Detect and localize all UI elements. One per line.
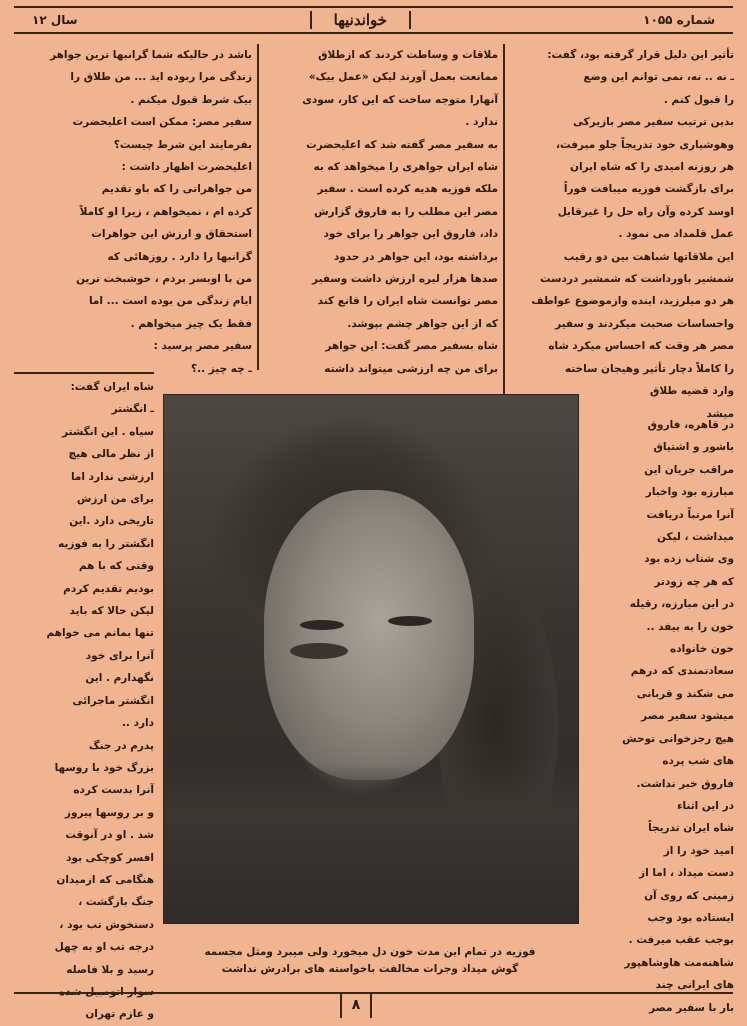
text-line: آنرا بدست کرده bbox=[73, 784, 154, 797]
text-line: سوار اتومبیل شده bbox=[58, 985, 154, 998]
text-line: به سفیر مصر گفته شد که اعلیحضرت bbox=[306, 138, 498, 151]
text-line: آنرا برای خود bbox=[85, 649, 154, 662]
text-line: مراقب جریان این bbox=[644, 463, 734, 476]
page-number: ۸ bbox=[340, 994, 372, 1018]
text-line: اعلیحضرت اظهار داشت : bbox=[121, 161, 252, 174]
text-line: شاه بسفیر مصر گفت: این جواهر bbox=[325, 340, 498, 353]
text-line: مصر هر وقت که احساس میکرد شاه bbox=[548, 340, 734, 353]
text-line: میداشت ، لیکن bbox=[657, 531, 734, 544]
text-line: باشد در حالیکه شما گرانبها ترین جواهر bbox=[50, 49, 252, 61]
text-line: آنرا مرتباً دریافت bbox=[646, 508, 734, 521]
text-line: لیکن حالا که باید bbox=[69, 605, 154, 618]
text-line: مصر این مطلب را به فاروق گزارش bbox=[314, 205, 498, 218]
text-line: اوسد کرده وآن راه حل را غیرقابل bbox=[557, 205, 734, 218]
text-line: زمینی که روی آن bbox=[644, 889, 734, 902]
text-line: خون خانواده bbox=[670, 643, 734, 656]
text-line: سفیر مصر پرسید : bbox=[153, 340, 252, 353]
text-line: بوجب عقب میرفت . bbox=[628, 934, 734, 947]
column-right-narrow bbox=[584, 414, 734, 1020]
text-line: گرانبها را دارد . روزهائی که bbox=[107, 250, 252, 263]
text-line: انگشتر را به فوزیه bbox=[58, 537, 154, 550]
text-line: ندارد . bbox=[465, 116, 498, 129]
portrait-photo bbox=[163, 394, 579, 924]
text-line: برداشته بود، این جواهر در حدود bbox=[333, 250, 498, 263]
column-middle bbox=[262, 44, 498, 384]
text-line: می شکند و قربانی bbox=[636, 687, 734, 700]
text-line: را کاملاً دچار تأثیر وهیجان ساخته bbox=[564, 362, 734, 375]
text-line: که هر چه زودتر bbox=[654, 575, 734, 588]
text-line: ملکه فوزیه هدیه کرده است . سفیر bbox=[317, 183, 498, 196]
text-line: ایستاده بود وجب bbox=[647, 911, 734, 924]
text-line: هنگامی که ازمیدان bbox=[56, 873, 154, 886]
text-line: انگشتر ماجرائی bbox=[72, 694, 154, 707]
text-line: ـ نه .. نه، نمی توانم این وضع bbox=[583, 71, 734, 84]
caption-line: فوزیه در تمام این مدت خون دل میخورد ولی میبرد ومثل مجسمه bbox=[204, 946, 536, 958]
text-line: کرده ام ، نمیخواهم ، زیرا او کاملاً bbox=[79, 205, 252, 218]
text-line: بار با سفیر مصر bbox=[649, 1001, 734, 1014]
text-line: شاه ایران جواهری را میخواهد که به bbox=[313, 161, 498, 174]
text-line: من با اوبسر بردم ، خوشبخت ترین bbox=[76, 273, 252, 286]
text-line: ارزشی ندارد اما bbox=[70, 470, 154, 483]
caption-line: گوش میداد وجرات مخالفت باخواسته های برادرش نداشت bbox=[221, 963, 519, 975]
text-line: های ایرانی چند bbox=[655, 979, 734, 992]
text-line: جنگ بازگشت ، bbox=[78, 896, 154, 909]
text-line: وارد قضیه طلاق bbox=[650, 385, 734, 398]
text-line: ـ انگشتر bbox=[111, 403, 154, 416]
text-line: آنهارا متوجه ساخت که این کار، سودی bbox=[302, 93, 498, 106]
text-line: برای بازگشت فوزیه میبافت فوراً bbox=[563, 183, 734, 196]
text-line: وهوشیاری خود تدریجاً جلو میرفت، bbox=[555, 138, 734, 151]
column-right bbox=[508, 44, 734, 420]
text-line: ایام زندگی من بوده است ... اما bbox=[88, 295, 252, 308]
text-line: برای من چه ارزشی میتواند داشته bbox=[324, 362, 498, 375]
text-line: ـ چه چیز ..؟ bbox=[191, 362, 252, 375]
text-line: وقتی که با هم bbox=[78, 560, 154, 573]
text-line: سعادتمندی که درهم bbox=[630, 665, 734, 678]
text-line: از نظر مالی هیچ bbox=[68, 448, 154, 461]
volume-year: سال ۱۲ bbox=[32, 13, 78, 27]
photo-caption bbox=[160, 944, 580, 978]
text-line: بودیم تقدیم کردم bbox=[63, 582, 154, 595]
column-left bbox=[14, 44, 252, 374]
face bbox=[264, 490, 474, 780]
column-left-narrow bbox=[14, 376, 154, 1021]
text-line: در قاهره، فاروق bbox=[647, 419, 734, 431]
text-line: نگهدارم . این bbox=[85, 672, 154, 685]
text-line: داد، فاروق این جواهر را برای خود bbox=[323, 228, 498, 241]
text-line: تأثیر این دلیل قرار گرفته بود، گفت: bbox=[547, 49, 734, 61]
column-divider bbox=[503, 44, 505, 402]
text-line: فاروق خبر نداشت. bbox=[636, 777, 734, 790]
text-line: در این اثناء bbox=[677, 799, 734, 812]
text-line: رسید و بلا فاصله bbox=[66, 963, 154, 976]
text-line: را قبول کنم . bbox=[663, 93, 734, 106]
text-line: برای من ارزش bbox=[76, 493, 154, 506]
text-line: واحساسات صحبت میکردند و سفیر bbox=[555, 317, 734, 330]
text-line: شد . او در آنوقت bbox=[65, 829, 154, 842]
section-divider bbox=[14, 372, 154, 374]
text-line: این ملاقاتها شباهت بین دو رقیب bbox=[563, 250, 734, 263]
text-line: بفرمایند این شرط چیست؟ bbox=[113, 138, 252, 151]
text-line: شمشیر باورداشت که شمشیر دردست bbox=[540, 273, 734, 286]
text-line: صدها هزار لیره ارزش داشت وسفیر bbox=[312, 273, 498, 286]
text-line: دارد .. bbox=[121, 717, 154, 730]
text-line: سفیر مصر: ممکن است اعلیحضرت bbox=[72, 116, 252, 129]
text-line: های شب پرده bbox=[662, 755, 734, 768]
text-line: افسر کوچکی بود bbox=[66, 851, 154, 864]
text-line: شاه ایران گفت: bbox=[70, 381, 154, 393]
text-line: ممانعت بعمل آورند لیکن «عمل بیک» bbox=[308, 71, 498, 84]
text-line: دستخوش تب بود ، bbox=[59, 918, 154, 931]
text-line: امید خود را از bbox=[663, 844, 734, 857]
text-line: دست میداد ، اما از bbox=[639, 867, 734, 880]
text-line: میشد bbox=[706, 407, 734, 420]
issue-number: شماره ۱۰۵۵ bbox=[643, 13, 715, 27]
text-line: و بر روسها پیروز bbox=[64, 806, 154, 819]
text-line: بدین ترتیب سفیر مصر بازیرکی bbox=[572, 116, 734, 129]
text-line: پدرم در جنگ bbox=[88, 739, 154, 752]
text-line: در این مبارزه، رقیله bbox=[629, 598, 734, 611]
text-line: هیچ رجزخوانی توحش bbox=[622, 732, 734, 745]
text-line: که از این جواهر چشم بپوشد. bbox=[347, 317, 498, 330]
text-line: میشود سفیر مصر bbox=[641, 710, 734, 723]
text-line: مصر توانست شاه ایران را قانع کند bbox=[317, 295, 498, 308]
text-line: مبارزه بود واخبار bbox=[645, 486, 734, 499]
text-line: خون را به بیفد .. bbox=[646, 620, 734, 633]
text-line: استحقاق و ارزش این جواهرات bbox=[91, 228, 252, 241]
text-line: تاریخی دارد .این bbox=[69, 515, 154, 528]
text-line: عمل قلمداد می نمود . bbox=[618, 228, 734, 241]
text-line: وی شتاب زده بود bbox=[644, 553, 734, 566]
text-line: شاه ایران تدریجاً bbox=[648, 822, 734, 835]
text-line: درجه تب او به چهل bbox=[54, 941, 154, 954]
text-line: ملاقات و وساطت کردند که ازطلاق bbox=[318, 49, 498, 61]
text-line: فقط یک چیز میخواهم . bbox=[130, 317, 252, 330]
text-line: بزرگ خود با روسها bbox=[54, 761, 154, 774]
text-line: زندگی مرا ربوده اید ... من طلاق را bbox=[70, 71, 252, 84]
text-line: هر روزنه امیدی را که شاه ایران bbox=[570, 161, 734, 174]
magazine-title: خواندنیها bbox=[310, 11, 411, 29]
text-line: هر دو میلرزید، اینده وازموضوع عواطف bbox=[531, 295, 734, 308]
text-line: شاهنه‌مت هاوشاهپور bbox=[624, 956, 734, 969]
text-line: باشور و اشتیاق bbox=[653, 441, 734, 454]
page-footer bbox=[14, 992, 733, 1016]
page-header bbox=[14, 6, 733, 34]
text-line: بیک شرط قبول میکنم . bbox=[130, 93, 252, 106]
text-line: من جواهراتی را که باو تقدیم bbox=[101, 183, 252, 196]
text-line: سیاه . این انگشتر bbox=[62, 425, 154, 438]
column-divider bbox=[257, 44, 259, 370]
text-line: تنها بمانم می خواهم bbox=[46, 627, 154, 640]
text-line: و عازم تهران bbox=[85, 1008, 154, 1021]
